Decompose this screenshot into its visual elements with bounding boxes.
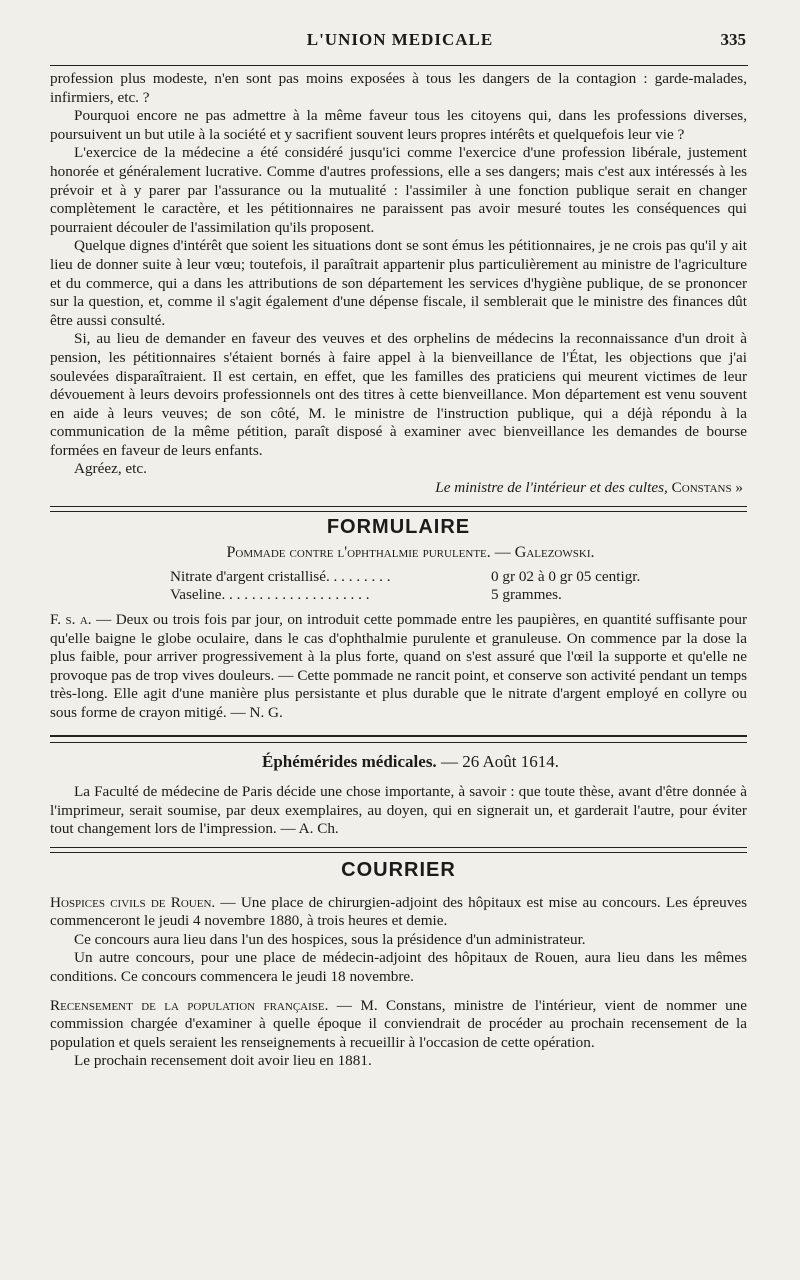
ingredient-name: Nitrate d'argent cristallisé. . . . . . . . . <box>170 567 391 585</box>
header-rule <box>50 65 748 66</box>
page-body <box>50 70 747 1071</box>
courrier-heading: COURRIER <box>341 858 456 881</box>
courrier-item-lead: Recensement de la population française. <box>50 996 329 1014</box>
courrier-paragraph: Ce concours aura lieu dans l'un des hospices, sous la présidence d'un administrateur. <box>74 930 586 948</box>
page-number: 335 <box>720 30 746 49</box>
letter-signature <box>50 479 747 498</box>
courrier-section <box>50 858 748 1071</box>
letter-closing: Agréez, etc. <box>74 460 147 478</box>
courrier-item <box>50 894 747 931</box>
ephemerides-heading <box>50 753 747 772</box>
courrier-paragraph: Le prochain recensement doit avoir lieu en 1881. <box>74 1052 372 1070</box>
letter-section <box>50 70 747 498</box>
ingredient-name: Vaseline. . . . . . . . . . . . . . . . . . . . <box>170 586 370 604</box>
letter-paragraph: Quelque dignes d'intérêt que soient les situations dont se sont émus les pétitionnaires, je ne crois pas qu'il y ait lieu de donner suite à leur vœu; toutefois, il paraîtrait appartenir plus particulièrement au ministre de l'agriculture et du commerce, qui a dans les attributions de son département les services d'hygiène publique, de se prononcer sur la question, et, comme il s'agit également d'une dépense fiscale, il semblerait que le ministre des finances dût être aussi consulté. <box>50 237 747 329</box>
courrier-item-text: — M. Constans, ministre de l'intérieur, vient de nommer une commission chargée d'examiner à quelle époque il conviendrait de procéder au prochain recensement de la population et quels seraient les renseignements à recueillir à l'occasion de cette opération. <box>50 996 748 1051</box>
section-divider <box>50 735 747 743</box>
courrier-paragraph: Un autre concours, pour une place de médecin-adjoint des hôpitaux de Rouen, aura lieu dans les mêmes conditions. Ce concours commencera le jeudi 18 novembre. <box>50 949 747 985</box>
formulaire-section <box>50 515 748 723</box>
recipe-title: Pommade contre l'ophthalmie purulente. — Galezowski. <box>226 544 595 562</box>
letter-paragraph: L'exercice de la médecine a été considéré jusqu'ici comme l'exercice d'une profession libérale, justement honorée et généralement lucrative. Comme d'autres professions, elle a ses dangers; mais c'est aux intéressés à les prévoir et à y parer par l'assurance ou la mutualité : l'assimiler à une fonction publique serait en changer complètement le caractère, et les pétitionnaires ne paraissent pas avoir mesuré toutes les conséquences qui pourraient découler de l'assimilation qu'ils proposent. <box>50 144 747 236</box>
instructions-text: — Deux ou trois fois par jour, on introduit cette pommade entre les paupières, en quantité suffisante pour qu'elle baigne le globe oculaire, dans le cas d'ophthalmie purulente et granuleuse. On commence par la dose la plus faible, pour arriver progressivement à la plus forte, quand on s'est assuré que l'œil la supporte et qu'elle ne provoque pas de trop vives douleurs. — Cette pommade ne rancit point, et conserve son activité pendant un temps très-long. Elle agit d'une manière plus persistante et plus durable que le nitrate d'argent employé en collyre ou sous forme de crayon mitigé. — N. G. <box>50 611 748 721</box>
signature-name: Constans » <box>671 479 743 497</box>
courrier-item-lead: Hospices civils de Rouen. <box>50 893 216 911</box>
running-title: L'UNION MEDICALE <box>306 30 494 49</box>
ingredient-qty: 5 grammes. <box>491 586 562 604</box>
letter-paragraph: profession plus modeste, n'en sont pas moins exposées à tous les dangers de la contagion : garde-malades, infirmiers, etc. ? <box>50 70 747 106</box>
ephemerides-text: La Faculté de médecine de Paris décide une chose importante, à savoir : que toute thèse, avant d'être donnée à l'imprimeur, serait soumise, par deux exemplaires, au doyen, qui en signerait un, et garderait l'autre, pour éviter tout changement lors de l'impression. — A. Ch. <box>50 783 747 838</box>
page-header <box>50 30 750 56</box>
letter-paragraph: Pourquoi encore ne pas admettre à la même faveur tous les citoyens qui, dans les professions diverses, poursuivent un but utile à la société et y sacrifient souvent leurs propres intérêts et quelquefois leur vie ? <box>50 107 747 143</box>
letter-paragraph: Si, au lieu de demander en faveur des veuves et des orphelins de médecins la reconnaissance d'un droit à pension, les pétitionnaires s'étaient bornés à faire appel à la bienveillance de l'État, les objections que j'ai soulevées disparaîtraient. Il est certain, en effet, que les familles des praticiens qui meurent victimes de leur dévouement à leurs devoirs professionnels ont des titres à cette bienveillance. Mon département est venu souvent en aide à leurs veuves; de son côté, M. le ministre de l'instruction publique, qui a déjà répondu à la communication de la même pétition, paraît disposé à examiner avec bienveillance les demandes de bourse formées en faveur de leurs enfants. <box>50 330 747 459</box>
ingredient-row <box>50 586 747 605</box>
signature-title: Le ministre de l'intérieur et des cultes, <box>435 479 668 497</box>
ephemerides-title: Éphémérides médicales. <box>261 751 437 771</box>
ephemerides-date: — 26 Août 1614. <box>440 751 559 771</box>
ingredient-row <box>50 568 747 587</box>
courrier-item-text: — Une place de chirurgien-adjoint des hôpitaux est mise au concours. Les épreuves commenceront le jeudi 4 novembre 1880, à trois heures et demie. <box>50 893 747 930</box>
formulaire-heading: FORMULAIRE <box>326 515 471 538</box>
courrier-item <box>50 997 747 1053</box>
ingredient-qty: 0 gr 02 à 0 gr 05 centigr. <box>491 567 641 585</box>
ephemerides-section <box>50 753 747 839</box>
recipe-instructions <box>50 611 747 723</box>
instructions-lead: F. s. a. <box>50 611 92 629</box>
